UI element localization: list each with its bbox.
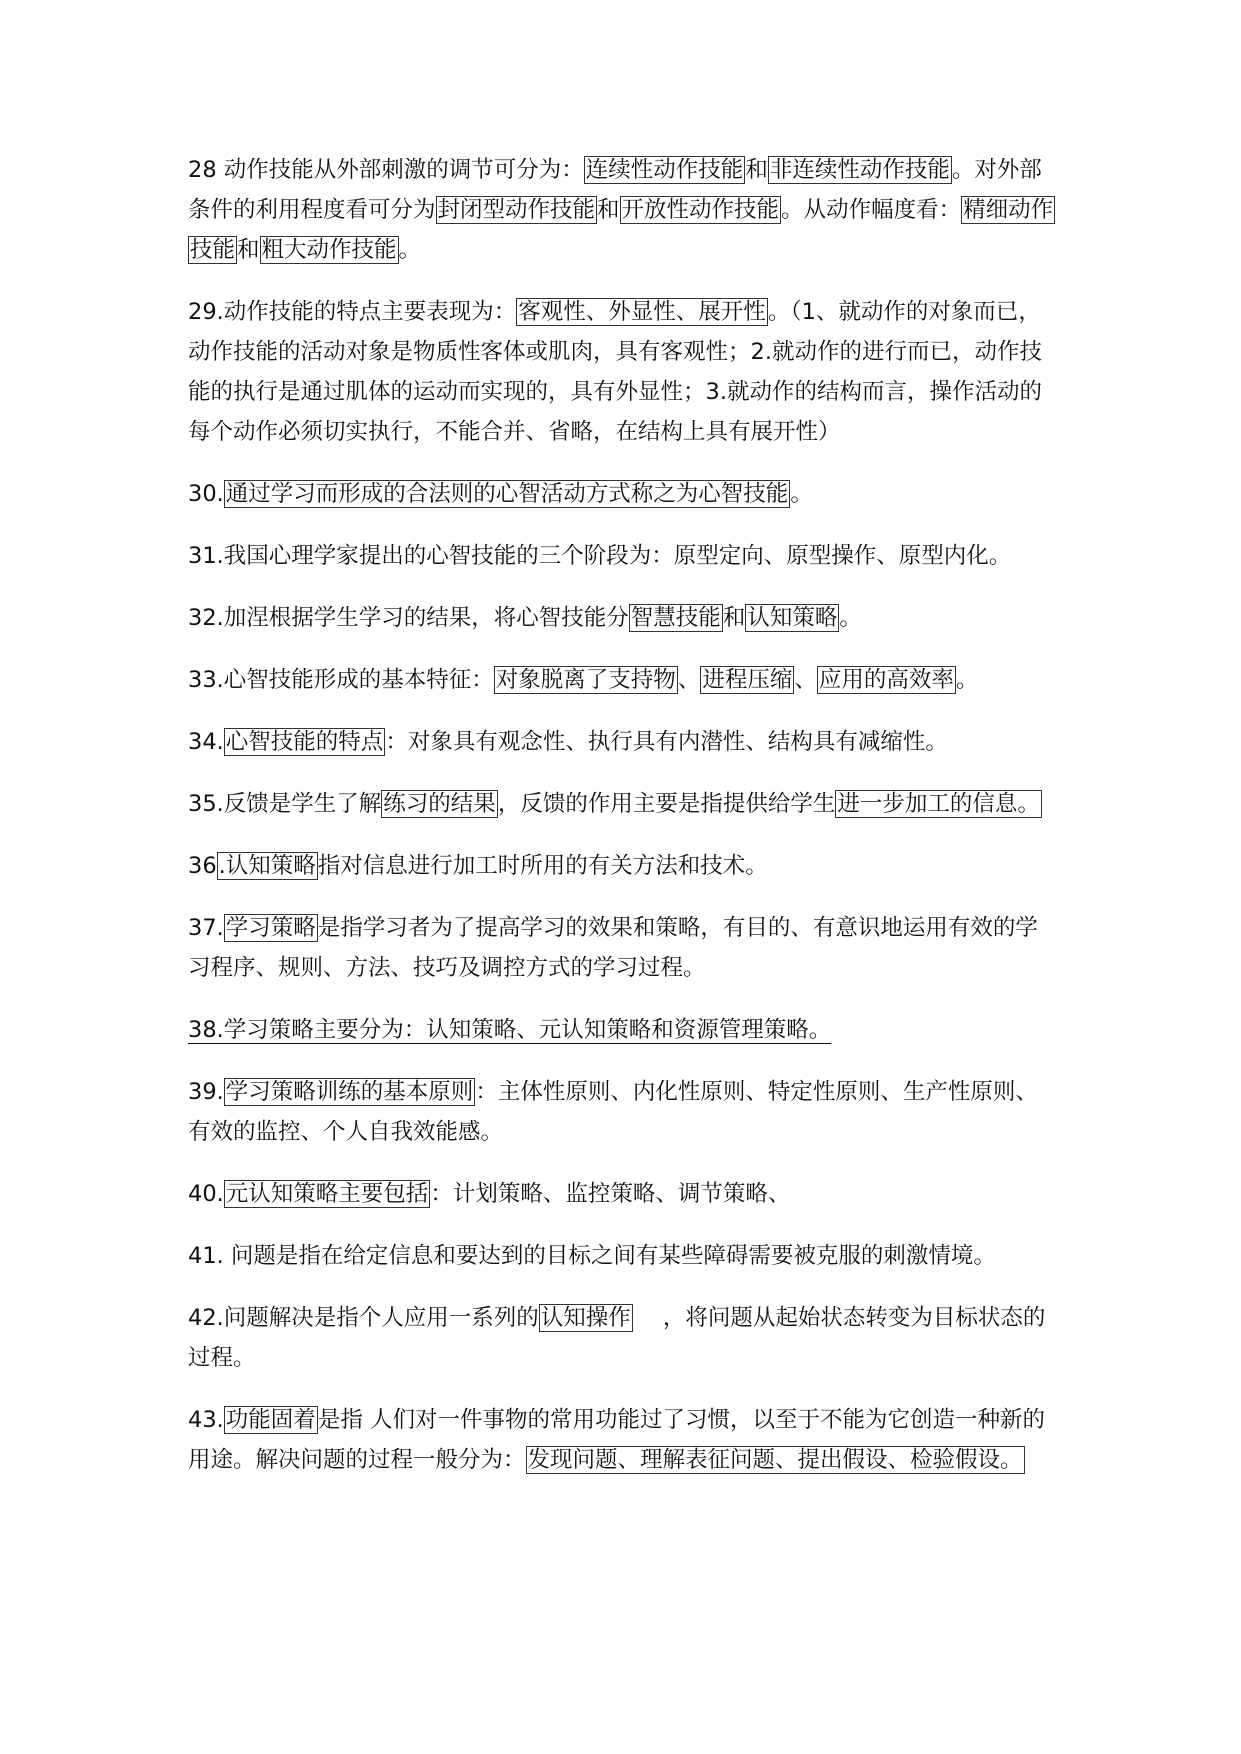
text-segment: 39. xyxy=(188,1079,224,1105)
boxed-answer: 封闭型动作技能 xyxy=(437,197,596,223)
boxed-answer: 连续性动作技能 xyxy=(585,157,744,183)
text-segment: 、 xyxy=(677,667,701,693)
text-segment: 。对外部条件的利用程度看可分为 xyxy=(188,157,1042,223)
text-segment: 和 xyxy=(722,605,746,631)
document-page xyxy=(188,150,1058,1502)
boxed-answer: 粗大动作技能 xyxy=(261,237,397,263)
text-segment: 43. xyxy=(188,1407,224,1433)
boxed-answer: 对象脱离了支持物 xyxy=(495,667,676,693)
paragraph-35 xyxy=(188,784,1058,824)
paragraph-32 xyxy=(188,598,1058,638)
underlined-text: 38.学习策略主要分为：认知策略、元认知策略和资源管理策略。 xyxy=(188,1017,832,1043)
text-segment: 32.加涅根据学生学习的结果，将心智技能分 xyxy=(188,605,629,631)
text-segment: 30. xyxy=(188,481,224,507)
text-segment: 和 xyxy=(745,157,768,183)
paragraph-34 xyxy=(188,722,1058,762)
text-segment: 是指 人们对一件事物的常用功能过了习惯，以至于不能为它创造一种新的用途。解决问题的过程一般分为： xyxy=(188,1407,1045,1473)
boxed-answer: .认知策略 xyxy=(218,853,316,879)
paragraph-41 xyxy=(188,1236,1058,1276)
boxed-answer: 智慧技能 xyxy=(630,605,721,631)
paragraph-33 xyxy=(188,660,1058,700)
text-segment: 。（1、就动作的对象而已，动作技能的活动对象是物质性客体或肌肉，具有客观性；2.就动作的进行而已，动作技能的执行是通过肌体的运动而实现的，具有外显性；3.就动作的结构而言，操作活动的每个动作必须切实执行，不能合并、省略，在结构上具有展开性） xyxy=(188,299,1042,445)
text-segment: ：主体性原则、内化性原则、特定性原则、生产性原则、有效的监控、个人自我效能感。 xyxy=(188,1079,1038,1145)
boxed-answer: 通过学习而形成的合法则的心智活动方式称之为心智技能 xyxy=(225,481,789,507)
boxed-answer: 认知策略 xyxy=(747,605,838,631)
boxed-answer: 元认知策略主要包括 xyxy=(225,1181,429,1207)
paragraph-37 xyxy=(188,908,1058,988)
boxed-answer: 练习的结果 xyxy=(383,791,496,817)
text-segment: ，将问题从起始状态转变为目标状态的过程。 xyxy=(188,1305,1046,1371)
paragraph-38 xyxy=(188,1010,1058,1050)
text-segment: 36 xyxy=(188,853,217,879)
text-segment: 35.反馈是学生了解 xyxy=(188,791,382,817)
text-segment: 37. xyxy=(188,915,224,941)
text-segment: 。 xyxy=(955,667,979,693)
text-segment: 。 xyxy=(398,237,422,263)
boxed-answer: 学习策略训练的基本原则 xyxy=(225,1079,474,1105)
boxed-answer: 认知操作 xyxy=(540,1305,631,1331)
boxed-answer: 应用的高效率 xyxy=(818,667,954,693)
text-segment: 41. 问题是指在给定信息和要达到的目标之间有某些障碍需要被克服的刺激情境。 xyxy=(188,1243,996,1269)
text-segment: 和 xyxy=(597,197,620,223)
boxed-answer: 进程压缩 xyxy=(702,667,793,693)
boxed-answer: 发现问题、理解表征问题、提出假设、检验假设。 xyxy=(527,1447,1023,1473)
paragraph-40 xyxy=(188,1174,1058,1214)
text-segment: 33.心智技能形成的基本特征： xyxy=(188,667,494,693)
text-segment: 29.动作技能的特点主要表现为： xyxy=(188,299,517,325)
text-segment: 42.问题解决是指个人应用一系列的 xyxy=(188,1305,539,1331)
text-segment: ，反馈的作用主要是指提供给学生 xyxy=(497,791,836,817)
text-segment: 是指学习者为了提高学习的效果和策略，有目的、有意识地运用有效的学习程序、规则、方法、技巧及调控方式的学习过程。 xyxy=(188,915,1038,981)
text-segment: 40. xyxy=(188,1181,224,1207)
paragraph-36 xyxy=(188,846,1058,886)
paragraph-39 xyxy=(188,1072,1058,1152)
text-segment: 。 xyxy=(839,605,862,631)
text-segment: ：对象具有观念性、执行具有内潜性、结构具有减缩性。 xyxy=(385,729,948,755)
text-segment: 31.我国心理学家提出的心智技能的三个阶段为：原型定向、原型操作、原型内化。 xyxy=(188,543,1012,569)
boxed-answer: 功能固着 xyxy=(225,1407,316,1433)
paragraph-43 xyxy=(188,1400,1058,1480)
text-segment: 34. xyxy=(188,729,224,755)
paragraph-31 xyxy=(188,536,1058,576)
text-segment: 指对信息进行加工时所用的有关方法和技术。 xyxy=(317,853,768,879)
text-segment: 。从动作幅度看： xyxy=(781,197,962,223)
boxed-answer: 非连续性动作技能 xyxy=(769,157,950,183)
paragraph-42 xyxy=(188,1298,1058,1378)
boxed-answer: 客观性、外显性、展开性 xyxy=(518,299,766,325)
boxed-answer: 心智技能的特点 xyxy=(225,729,384,755)
text-segment: 28 动作技能从外部刺激的调节可分为： xyxy=(188,157,584,183)
paragraph-29 xyxy=(188,292,1058,452)
text-segment: 。 xyxy=(790,481,813,507)
boxed-answer: 精细动作技能 xyxy=(190,197,1054,263)
text-segment: 和 xyxy=(237,237,260,263)
paragraph-28 xyxy=(188,150,1058,270)
boxed-answer: 进一步加工的信息。 xyxy=(837,791,1040,817)
paragraph-30 xyxy=(188,474,1058,514)
text-segment: 、 xyxy=(794,667,817,693)
boxed-answer: 学习策略 xyxy=(225,915,316,941)
text-segment: ：计划策略、监控策略、调节策略、 xyxy=(430,1181,791,1207)
boxed-answer: 开放性动作技能 xyxy=(621,197,780,223)
